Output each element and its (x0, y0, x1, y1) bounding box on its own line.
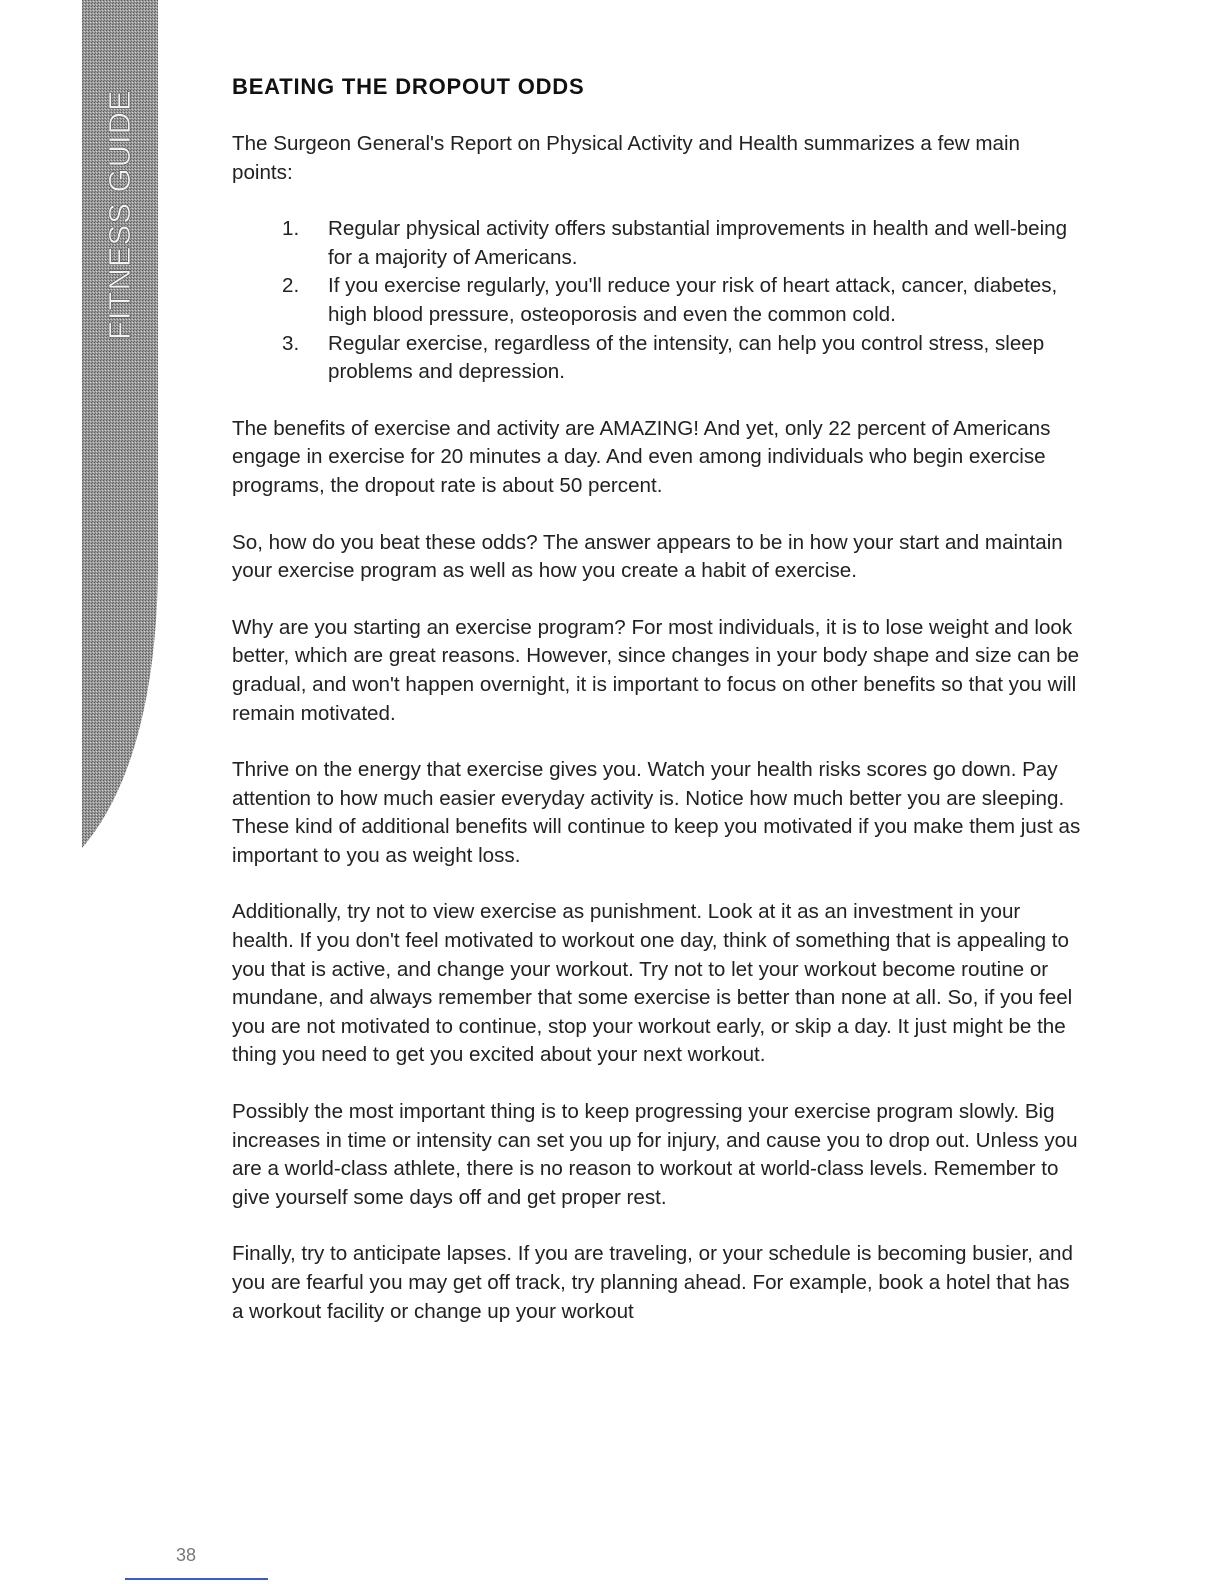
page-number: 38 (176, 1545, 197, 1565)
footer-rule (125, 1578, 268, 1580)
body-paragraph: Possibly the most important thing is to keep progressing your exercise program slowly. Big increases in time or intensity can set you up for injury, and cause you to drop out. Unless you are a world-class athlete, there is no reason to workout at world-class levels. Remember to give yourself some days off and get proper rest. (232, 1100, 1078, 1209)
list-item-number: 3. (282, 331, 300, 355)
page-content (232, 72, 1082, 1354)
list-item-text: Regular physical activity offers substantial improvements in health and well-being for a majority of Americans. (328, 217, 1068, 269)
body-paragraph: Thrive on the energy that exercise gives you. Watch your health risks scores go down. Pay attention to how much easier everyday activity is. Notice how much better you are sleeping. These kind of additional benefits will continue to keep you motivated if you make them just as important to you as weight loss. (232, 758, 1081, 867)
list-item (282, 215, 1082, 272)
list-item-text: Regular exercise, regardless of the intensity, can help you control stress, sleep problems and depression. (328, 331, 1045, 384)
body-paragraph: Finally, try to anticipate lapses. If you are traveling, or your schedule is becoming busier, and you are fearful you may get off track, try planning ahead. For example, book a hotel that has a workout facility or change up your workout (232, 1242, 1073, 1323)
body-paragraph: Why are you starting an exercise program? For most individuals, it is to lose weight and look better, which are great reasons. However, since changes in your body shape and size can be gradual, and won't happen overnight, it is important to focus on other benefits so that you will remain motivated. (232, 615, 1080, 725)
body-paragraph: Additionally, try not to view exercise as punishment. Look at it as an investment in your health. If you don't feel motivated to workout one day, think of something that is appealing to you that is active, and change your workout. Try not to let your workout become routine or mundane, and always remember that some exercise is better than none at all. So, if you feel you are not motivated to continue, stop your workout early, or skip a day. It just might be the thing you need to get you excited about your next workout. (232, 900, 1073, 1067)
intro-paragraph: The Surgeon General's Report on Physical Activity and Health summarizes a few main points: (232, 132, 1021, 184)
list-item-number: 1. (282, 217, 300, 241)
side-tab-text: FITNESS GUIDE (102, 89, 137, 340)
list-item-number: 2. (282, 274, 300, 298)
page-title: BEATING THE DROPOUT ODDS (232, 74, 585, 99)
body-paragraph: The benefits of exercise and activity are AMAZING! And yet, only 22 percent of Americans engage in exercise for 20 minutes a day. And even among individuals who begin exercise programs, the dropout rate is about 50 percent. (232, 416, 1051, 497)
list-item-text: If you exercise regularly, you'll reduce your risk of heart attack, cancer, diabetes, high blood pressure, osteoporosis and even the common cold. (328, 274, 1058, 326)
list-item (282, 330, 1082, 387)
numbered-list (232, 215, 1082, 387)
list-item (282, 272, 1082, 329)
body-paragraph: So, how do you beat these odds? The answer appears to be in how your start and maintain your exercise program as well as how you create a habit of exercise. (232, 530, 1063, 583)
